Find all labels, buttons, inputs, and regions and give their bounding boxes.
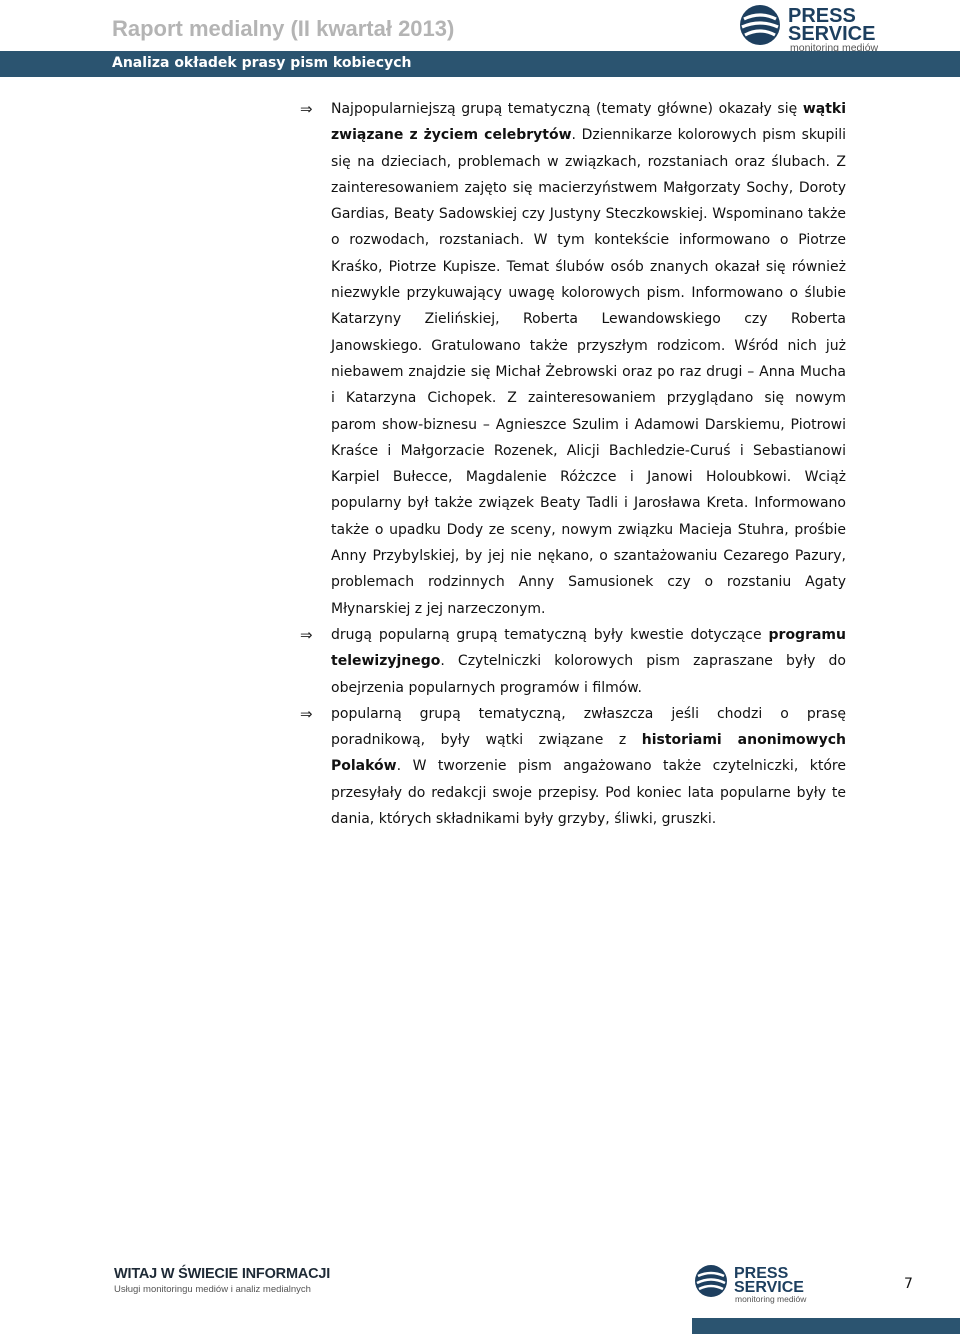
item-bold-text: programu telewizyjnego xyxy=(331,626,846,670)
footer-logo-line2: SERVICE xyxy=(734,1279,804,1296)
header-bar xyxy=(0,51,960,77)
press-service-footer-logo xyxy=(694,1262,834,1304)
press-service-logo xyxy=(738,2,918,52)
report-subtitle: Analiza okładek prasy pism kobiecych xyxy=(112,55,412,71)
page-number: 7 xyxy=(904,1276,913,1292)
list-item xyxy=(300,622,846,701)
footer-logo-line1: PRESS xyxy=(734,1265,789,1282)
footer-title: WITAJ W ŚWIECIE INFORMACJI xyxy=(114,1266,331,1282)
item-bold-text: historiami anonimowych Polaków xyxy=(331,732,847,775)
footer-corner-bar xyxy=(692,1318,960,1334)
item-text: . Dziennikarze kolorowych pism skupili się na dzieciach, problemach w związkach, rozstaniach oraz ślubach. Z zainteresowaniem zajęto się macierzyństwem Małgorzaty Sochy, Doroty Gardias, Beaty Sadowskiej czy Justyny Steczkowskiej. Wspominano także o rozwodach, rozstaniach. W tym kontekście informowano o Piotrze Kraśko, Piotrze Kupisze. Temat ślubów osób znanych okazał się również niezwykle przykuwający uwagę kolorowych pism. Informowano o ślubie Katarzyny Zielińskiej, Roberta Lewandowskiego czy Roberta Janowskiego. Gratulowano także przyszłym rodzicom. Wśród nich już niebawem znajdzie się Michał Żebrowski oraz po raz drugi – Anna Mucha i Katarzyna Cichopek. Z zainteresowaniem przyglądano się nowym parom show-biznesu – Agnieszce Szulim i Adamowi Darskiemu, Piotrowi Kraśce i Małgorzacie Rozenek, Alicji Bachledzie-Curuś i Sebastianowi Karpiel Bułecce, Magdalenie Różczce i Janowi Holoubkowi. Wciąż popularny był także związek Beaty Tadli i Jarosława Kreta. Informowano także o upadku Dody ze sceny, nowym związku Macieja Stuhra, prośbie Anny Przybylskiej, by jej nie nękano, o szantażowaniu Cezarego Pazury, problemach rodzinnych Anny Samusionek czy o rozstaniu Agaty Młynarskiej z jej narzeczonym. xyxy=(331,127,847,617)
report-title: Raport medialny (II kwartał 2013) xyxy=(112,16,455,41)
footer-logo-tagline: monitoring mediów xyxy=(735,1294,807,1304)
logo-line2: SERVICE xyxy=(788,23,876,45)
arrow-bullet-icon: ⇒ xyxy=(300,625,313,644)
arrow-bullet-icon: ⇒ xyxy=(300,100,313,118)
logo-tagline: monitoring mediów xyxy=(790,42,879,52)
arrow-bullet-icon: ⇒ xyxy=(300,704,313,723)
list-item xyxy=(300,96,846,622)
item-text: . Czytelniczki kolorowych pism zapraszane były do obejrzenia popularnych programów i filmów. xyxy=(331,653,846,696)
item-text: . W tworzenie pism angażowano także czytelniczki, które przesyłały do redakcji swoje przepisy. Pod koniec lata popularne były te dania, których składnikami były grzyby, śliwki, gruszki. xyxy=(331,758,846,828)
logo-line1: PRESS xyxy=(788,5,856,27)
item-text: drugą popularną grupą tematyczną były kwestie dotyczące xyxy=(331,626,769,643)
item-bold-text: wątki związane z życiem celebrytów xyxy=(331,101,846,144)
main-content xyxy=(300,96,846,832)
footer-subtitle: Usługi monitoringu mediów i analiz medialnych xyxy=(114,1284,311,1295)
item-text: popularną grupą tematyczną, zwłaszcza jeśli chodzi o prasę poradnikową, były wątki związane z xyxy=(331,705,846,749)
list-item xyxy=(300,701,846,832)
item-text: Najpopularniejszą grupą tematyczną (tematy główne) okazały się xyxy=(331,101,803,117)
